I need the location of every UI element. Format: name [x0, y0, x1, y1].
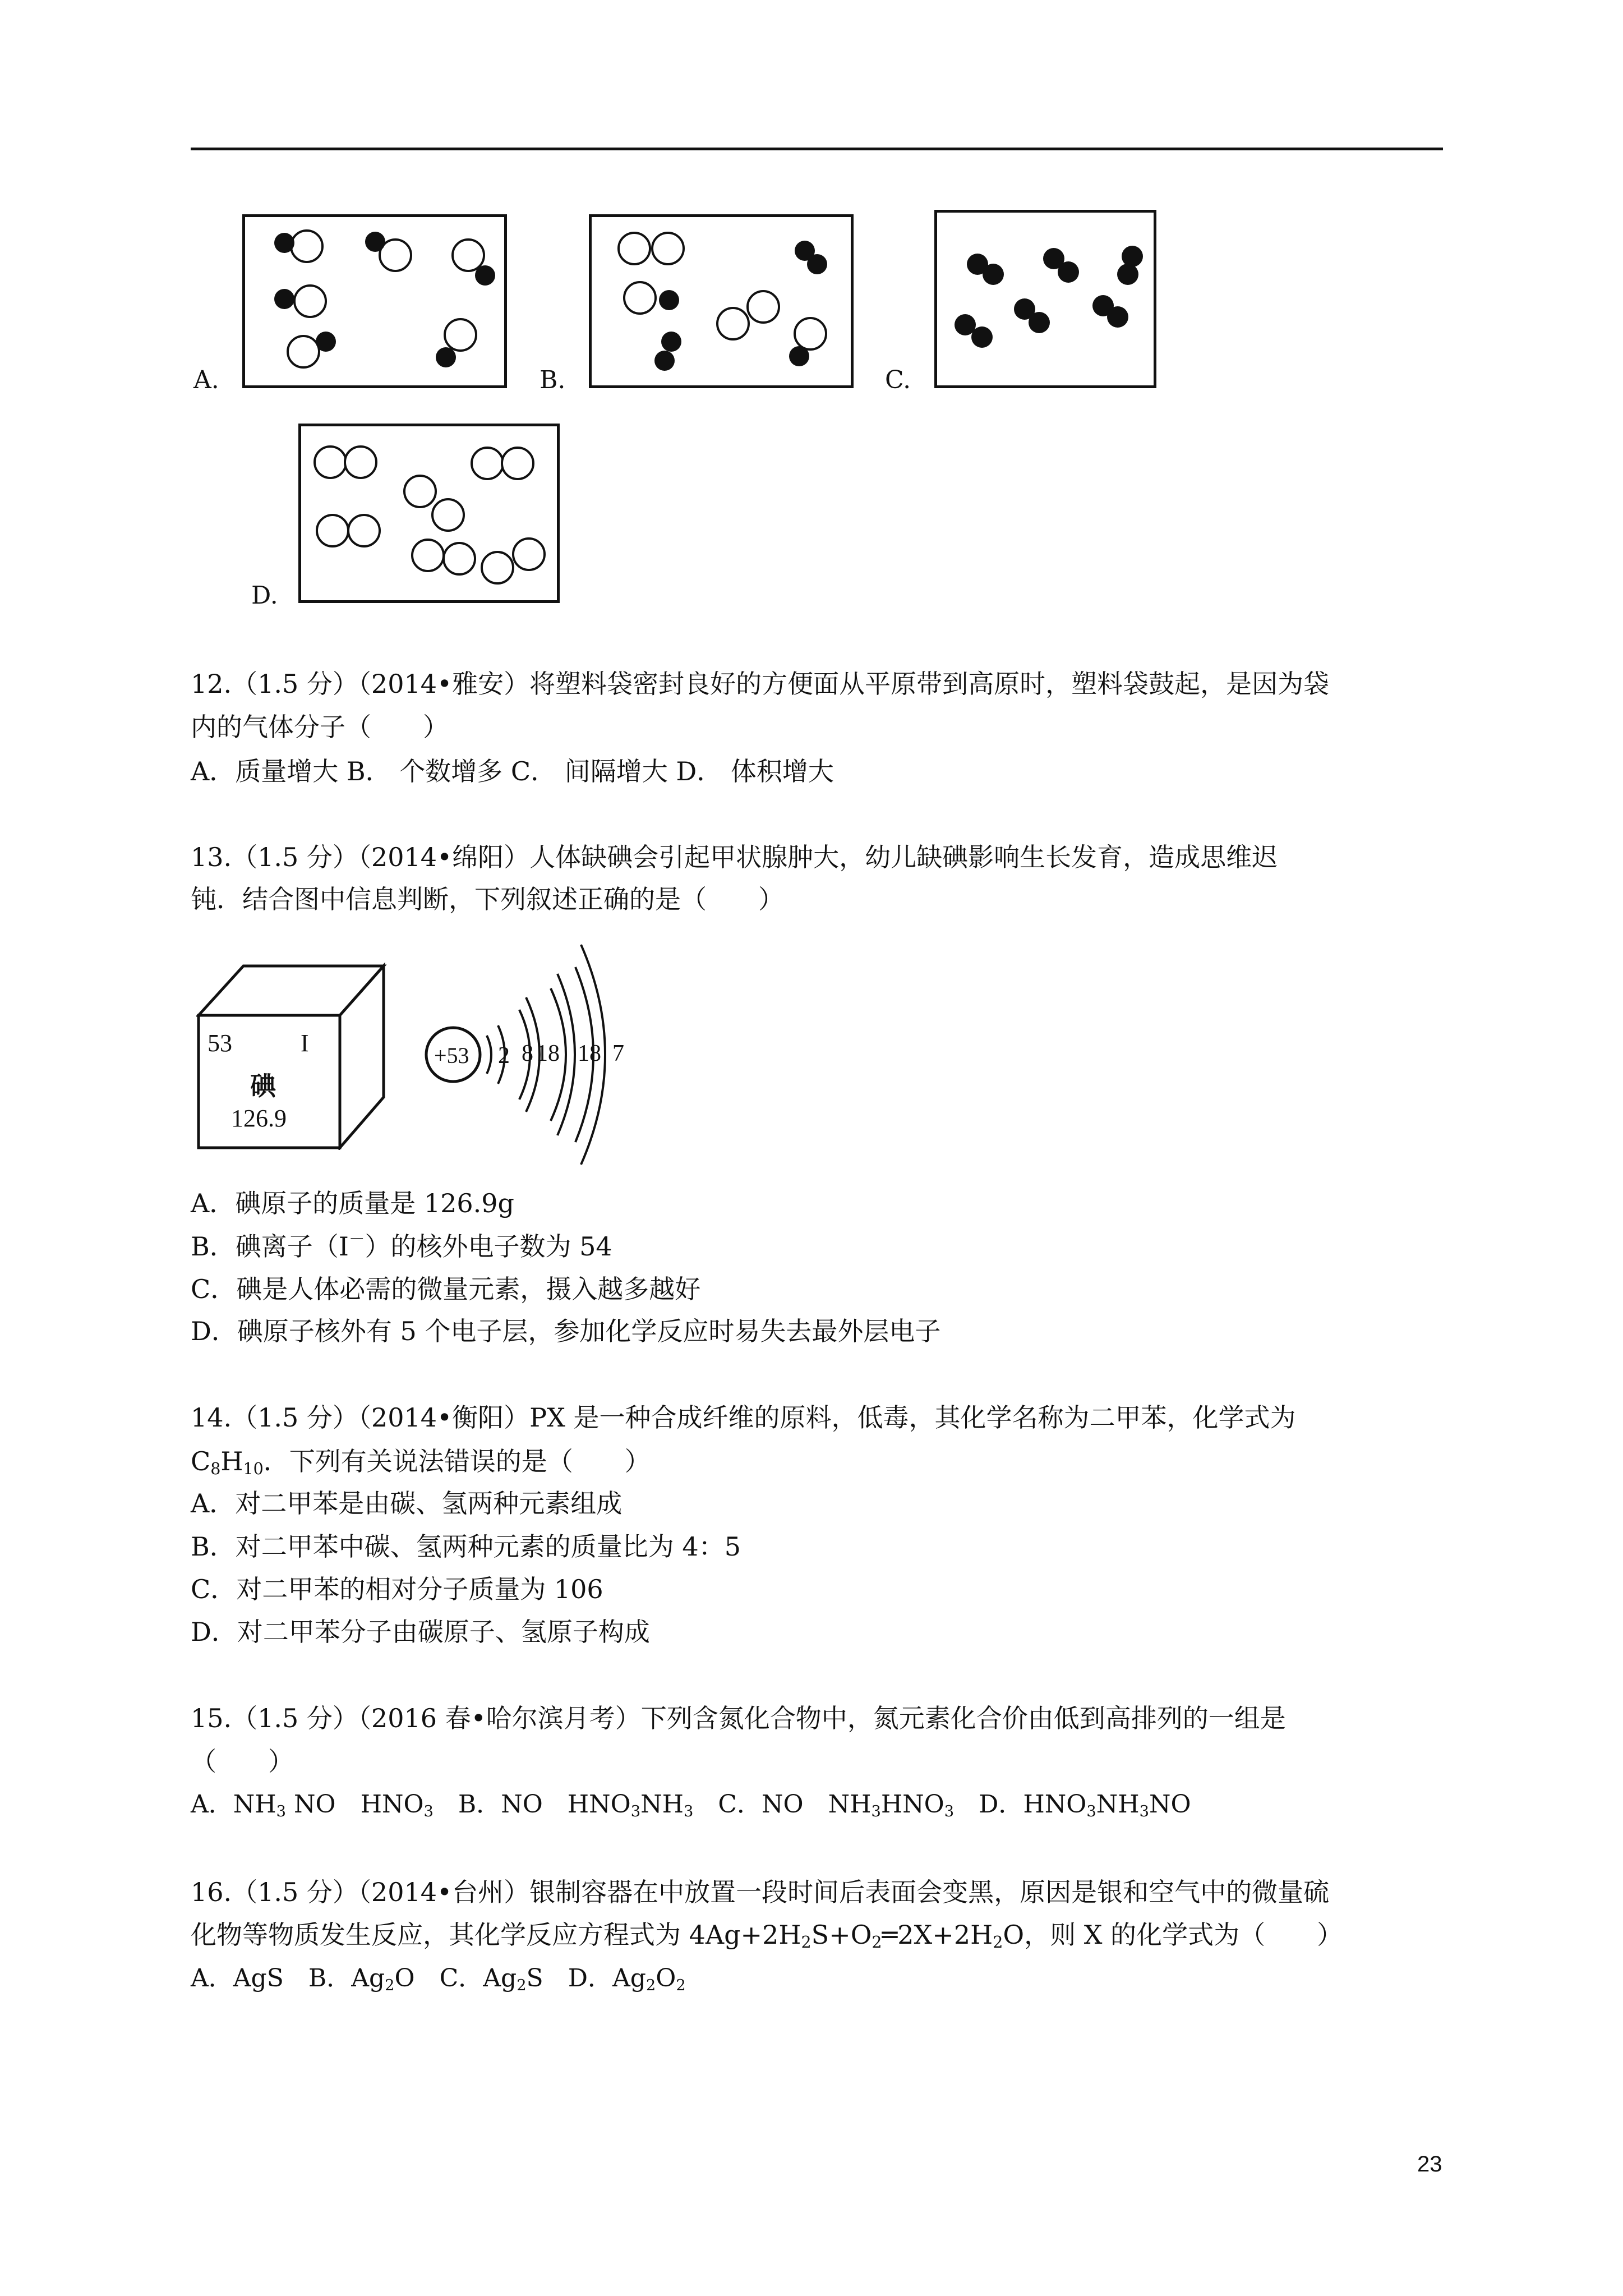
q16-options: A．AgS B．$Ag_2O$ C．$Ag_2S$ D．$Ag_2O_2$ [191, 1964, 686, 1994]
atomic-mass: 126.9 [231, 1105, 287, 1132]
black-atom [661, 332, 681, 352]
black-atom [274, 233, 294, 253]
q13-option-a: A．碘原子的质量是 126.9g [191, 1188, 514, 1218]
q16-stem-line1: 16.（1.5 分）（2014•台州）银制容器在中放置一段时间后表面会变黑，原因是银和空气中的微量硫 [191, 1877, 1330, 1907]
q13-option-d: D．碘原子核外有 5 个电子层，参加化学反应时易失去最外层电子 [191, 1316, 941, 1346]
shell-4: 18 [578, 1041, 601, 1066]
white-atom [502, 448, 533, 479]
white-atom [795, 318, 826, 349]
option-b-label: B. [540, 366, 566, 394]
header-rule [191, 148, 1443, 150]
q13-stem-line1: 13.（1.5 分）（2014•绵阳）人体缺碘会引起甲状腺肿大，幼儿缺碘影响生长发育，造成思维迟 [191, 842, 1278, 872]
q15-stem-line1: 15.（1.5 分）（2016 春•哈尔滨月考）下列含氮化合物中，氮元素化合价由低到高排列的一组是 [191, 1703, 1286, 1733]
white-atom [294, 286, 326, 317]
element-name: 碘 [250, 1071, 276, 1101]
iodine-atom-structure [421, 926, 634, 1172]
option-c-molecules [937, 213, 1159, 391]
q14-stem-line2: $C_8H_{10}$．下列有关说法错误的是（ ） [191, 1446, 651, 1479]
q12-stem-line1: 12.（1.5 分）（2014•雅安）将塑料袋密封良好的方便面从平原带到高原时，塑料袋鼓起，是因为袋 [191, 669, 1330, 699]
q14-stem-line1: 14.（1.5 分）（2014•衡阳）PX 是一种合成纤维的原料，低毒，其化学名称为二甲苯，化学式为 [191, 1402, 1296, 1433]
white-atom [288, 336, 319, 367]
white-atom [291, 231, 322, 262]
page-number: 23 [1417, 2152, 1442, 2177]
q14-option-c: C．对二甲苯的相对分子质量为 106 [191, 1574, 603, 1604]
option-a-label: A. [193, 366, 219, 394]
white-atom [315, 447, 346, 478]
q15-stem-line2: （ ） [191, 1746, 294, 1777]
q12-stem-line2: 内的气体分子（ ） [191, 712, 449, 742]
q13-stem-line2: 钝．结合图中信息判断，下列叙述正确的是（ ） [191, 884, 784, 914]
white-atom [404, 476, 436, 507]
black-atom [789, 346, 809, 366]
black-atom [971, 326, 993, 348]
nucleus-charge: +53 [434, 1043, 469, 1068]
white-atom [348, 515, 380, 546]
q15-options: A．$NH_3$ NO $HNO_3$ B．NO $HNO_3NH_3$ C．NO $NH_3HNO_3$ D．$HNO_3NH_3NO$ [191, 1790, 1191, 1820]
white-atom [345, 447, 376, 478]
black-atom [1058, 261, 1079, 283]
q13-option-b: B．碘离子（I－）的核外电子数为 54 [191, 1230, 612, 1262]
option-c-diagram [934, 210, 1156, 388]
q16-stem-line2: 化物等物质发生反应，其化学反应方程式为 $4Ag+2H_2S+O_2═2X+2H_2O$，则 X 的化学式为（ ） [191, 1920, 1343, 1952]
black-atom [659, 290, 679, 310]
black-atom [654, 351, 675, 371]
white-atom [472, 448, 503, 479]
option-d-label: D. [251, 581, 278, 610]
black-atom [365, 232, 385, 252]
black-atom [436, 347, 456, 367]
shell-3: 18 [536, 1041, 560, 1066]
white-atom [748, 291, 779, 323]
q14-option-a: A．对二甲苯是由碳、氢两种元素组成 [191, 1488, 623, 1519]
option-b-molecules [592, 217, 856, 391]
white-atom [453, 240, 484, 271]
white-atom [317, 515, 348, 546]
iodine-element-card [196, 931, 387, 1150]
white-atom [412, 540, 444, 571]
black-atom [983, 264, 1004, 285]
element-symbol: I [301, 1029, 309, 1057]
black-atom [1122, 246, 1143, 267]
white-atom [619, 233, 650, 264]
black-atom [1107, 306, 1128, 328]
q14-option-d: D．对二甲苯分子由碳原子、氢原子构成 [191, 1617, 650, 1647]
option-d-molecules [301, 426, 562, 606]
white-atom [717, 308, 749, 339]
white-atom [432, 499, 464, 531]
white-atom [652, 233, 684, 264]
q12-options: A．质量增大 B． 个数增多 C． 间隔增大 D． 体积增大 [191, 756, 834, 786]
shell-2: 8 [522, 1041, 533, 1066]
white-atom [482, 552, 513, 583]
white-atom [513, 539, 545, 570]
white-atom [444, 543, 475, 574]
black-atom [1029, 312, 1050, 333]
option-b-diagram [589, 214, 854, 388]
black-atom [807, 254, 827, 274]
shell-5: 7 [612, 1041, 624, 1066]
shell-1: 2 [498, 1043, 510, 1069]
option-a-diagram [242, 214, 507, 388]
option-d-diagram [298, 424, 560, 603]
q13-option-c: C．碘是人体必需的微量元素，摄入越多越好 [191, 1274, 701, 1304]
white-atom [445, 319, 476, 351]
q14-option-b: B．对二甲苯中碳、氢两种元素的质量比为 4：5 [191, 1531, 741, 1562]
atomic-number: 53 [208, 1029, 232, 1057]
black-atom [1117, 264, 1138, 285]
white-atom [624, 282, 656, 314]
black-atom [274, 289, 294, 309]
option-c-label: C. [885, 366, 911, 394]
black-atom [316, 332, 336, 352]
black-atom [475, 265, 495, 286]
option-a-molecules [245, 217, 510, 391]
